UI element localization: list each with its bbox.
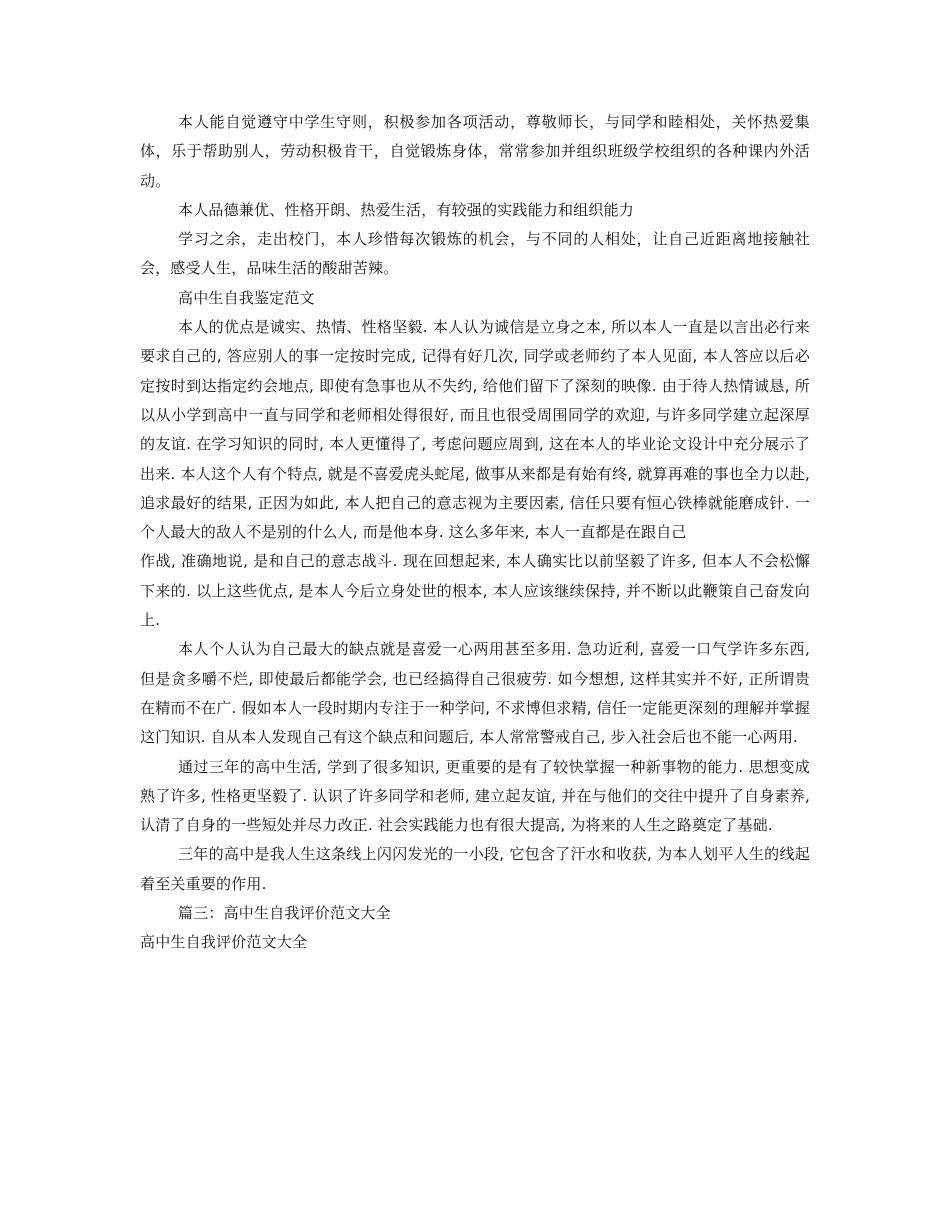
paragraph-3: 学习之余，走出校门，本人珍惜每次锻炼的机会，与不同的人相处，让自己近距离地接触社会，感受人生，品味生活的酸甜苦辣。 [140, 230, 810, 278]
paragraph-closing: 三年的高中是我人生这条线上闪闪发光的一小段, 它包含了汗水和收获, 为本人划平人生的线起着至关重要的作用. [140, 845, 810, 893]
document-body [140, 108, 810, 958]
paragraph-strengths: 本人的优点是诚实、热情、性格坚毅. 本人认为诚信是立身之本, 所以本人一直是以言出必行来要求自己的, 答应别人的事一定按时完成, 记得有好几次, 同学或老师约了本人见面, 本人答应以后必定按时到达指定约会地点, 即使有急事也从不失约, 给他们留下了深刻的映像. 由于待人热情诚恳, 所以从小学到高中一直与同学和老师相处得很好, 而且也很受周围同学的欢迎, 与许多同学建立起深厚的友谊. 在学习知识的同时, 本人更懂得了, 考虑问题应周到, 这在本人的毕业论文设计中充分展示了出来. 本人这个人有个特点, 就是不喜爱虎头蛇尾, 做事从来都是有始有终, 就算再难的事也全力以赴, 追求最好的结果, 正因为如此, 本人把自己的意志视为主要因素, 信任只要有恒心铁棒就能磨成针. 一个人最大的敌人不是别的什么人, 而是他本身. 这么多年来, 本人一直都是在跟自己 [140, 318, 810, 542]
paragraph-2: 本人品德兼优、性格开朗、热爱生活，有较强的实践能力和组织能力 [178, 200, 635, 219]
chapter-title: 高中生自我评价范文大全 [140, 933, 308, 952]
section-heading: 高中生自我鉴定范文 [178, 288, 315, 307]
chapter-heading: 篇三：高中生自我评价范文大全 [178, 904, 391, 923]
paragraph-1: 本人能自觉遵守中学生守则，积极参加各项活动，尊敬师长，与同学和睦相处，关怀热爱集体，乐于帮助别人，劳动积极肯干，自觉锻炼身体，常常参加并组织班级学校组织的各种课内外活动。 [140, 113, 810, 190]
paragraph-summary: 通过三年的高中生活, 学到了很多知识, 更重要的是有了较快掌握一种新事物的能力. 思想变成熟了许多, 性格更坚毅了. 认识了许多同学和老师, 建立起友谊, 并在与他们的交往中提升了自身素养, 认清了自身的一些短处并尽力改正. 社会实践能力也有很大提高, 为将来的人生之路奠定了基础. [140, 757, 810, 835]
paragraph-weaknesses: 本人个人认为自己最大的缺点就是喜爱一心两用甚至多用. 急功近利, 喜爱一口气学许多东西, 但是贪多嚼不烂, 即使最后都能学会, 也已经搞得自己很疲劳. 如今想想, 这样其实并不好, 正所谓贵在精而不在广. 假如本人一段时期内专注于一种学问, 不求博但求精, 信任一定能更深刻的理解并掌握这门知识. 自从本人发现自己有这个缺点和问题后, 本人常常警戒自己, 步入社会后也不能一心两用. [140, 640, 810, 747]
paragraph-strengths-continued: 作战, 准确地说, 是和自己的意志战斗. 现在回想起来, 本人确实比以前坚毅了许多, 但本人不会松懈下来的. 以上这些优点, 是本人今后立身处世的根本, 本人应该继续保持, 并不断以此鞭策自己奋发向上. [140, 552, 810, 630]
